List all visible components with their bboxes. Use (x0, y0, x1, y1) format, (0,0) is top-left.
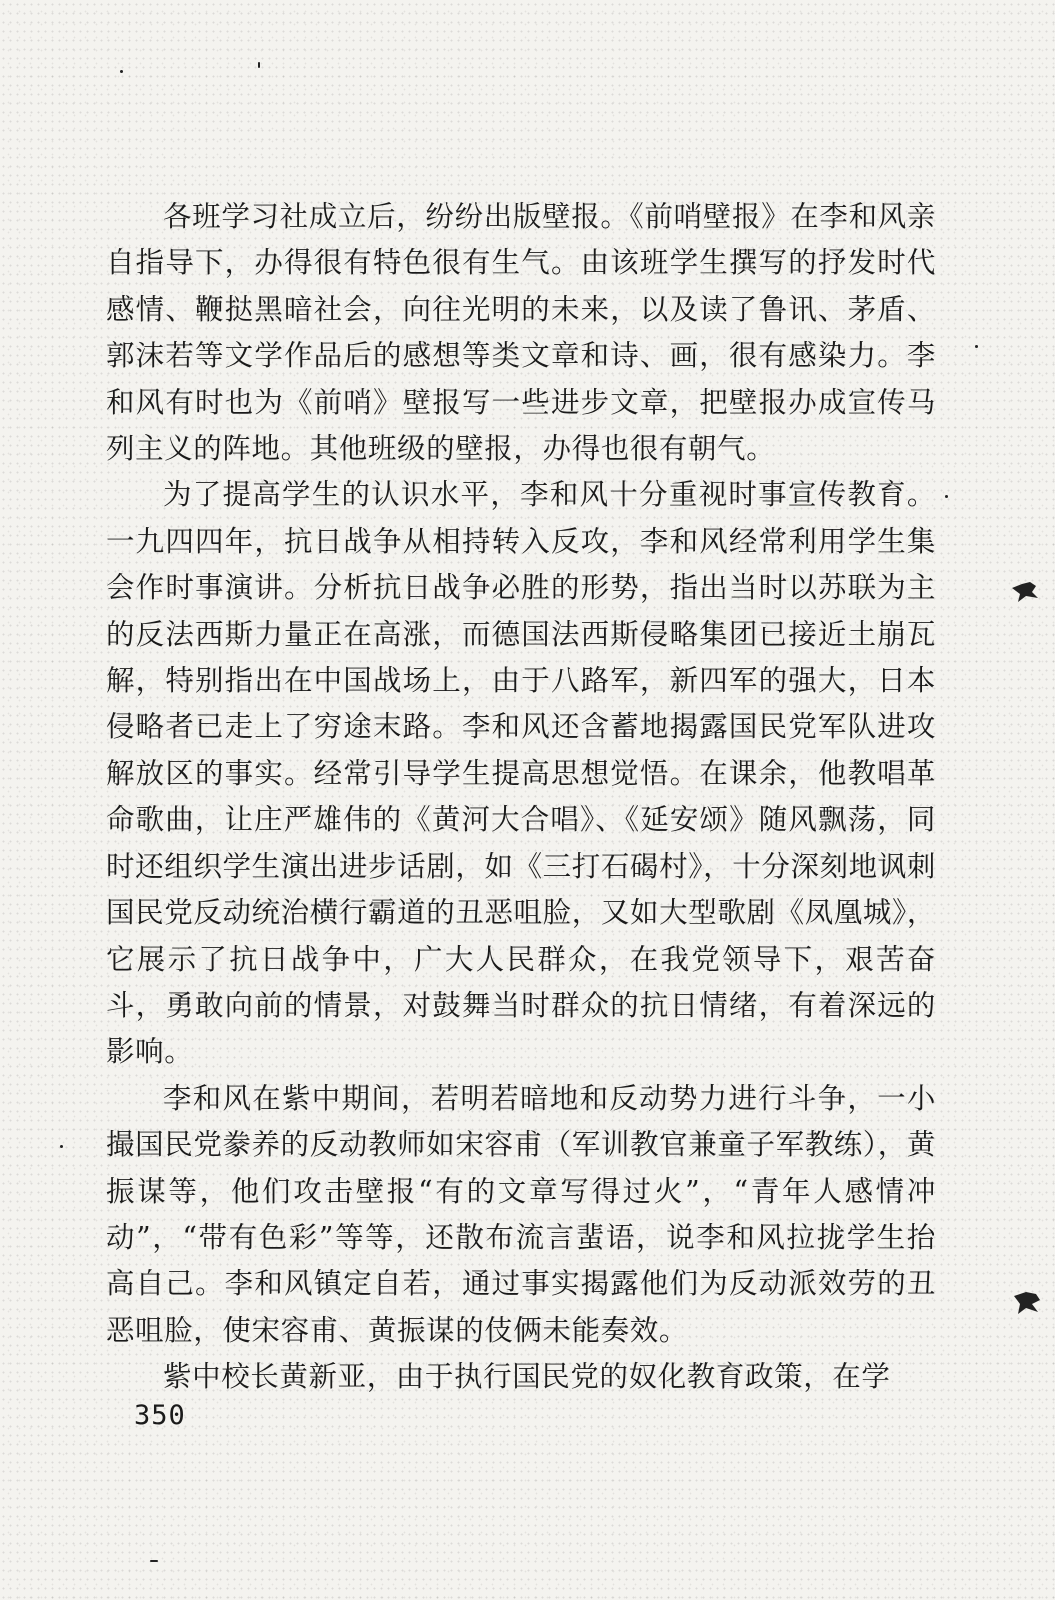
scan-speck (945, 495, 948, 498)
edge-smudge (1010, 580, 1040, 604)
paragraph-2: 为了提高学生的认识水平，李和风十分重视时事宣传教育。一九四四年，抗日战争从相持转入反攻，李和风经常利用学生集会作时事演讲。分析抗日战争必胜的形势，指出当时以苏联为主的反法西斯力量正在高涨，而德国法西斯侵略集团已接近土崩瓦解，特别指出在中国战场上，由于八路军，新四军的强大，日本侵略者已走上了穷途末路。李和风还含蓄地揭露国民党军队进攻解放区的事实。经常引导学生提高思想觉悟。在课余，他教唱革命歌曲，让庄严雄伟的《黄河大合唱》、《延安颂》随风飘荡，同时还组织学生演出进步话剧，如《三打石碣村》，十分深刻地讽刺国民党反动统治横行霸道的丑恶咀脸，又如大型歌剧《凤凰城》，它展示了抗日战争中，广大人民群众，在我党领导下，艰苦奋斗，勇敢向前的情景，对鼓舞当时群众的抗日情绪，有着深远的影响。 (106, 478, 936, 1069)
paragraph-4: 紫中校长黄新亚，由于执行国民党的奴化教育政策，在学 (163, 1360, 891, 1394)
scan-speck (975, 345, 978, 348)
scan-speck (150, 1560, 158, 1562)
scan-speck (120, 70, 123, 73)
scan-speck (60, 1145, 63, 1148)
paragraph-1: 各班学习社成立后，纷纷出版壁报。《前哨壁报》在李和风亲自指导下，办得很有特色很有生气。由该班学生撰写的抒发时代感情、鞭挞黑暗社会，向往光明的未来，以及读了鲁讯、茅盾、郭沫若等文学作品后的感想等类文章和诗、画，很有感染力。李和风有时也为《前哨》壁报写一些进步文章，把壁报办成宣传马列主义的阵地。其他班级的壁报，办得也很有朝气。 (106, 200, 936, 466)
body-text (106, 194, 936, 1401)
paragraph-3: 李和风在紫中期间，若明若暗地和反动势力进行斗争，一小撮国民党豢养的反动教师如宋容甫（军训教官兼童子军教练），黄振谋等，他们攻击壁报“有的文章写得过火”，“青年人感情冲动”，“带有色彩”等等，还散布流言蜚语，说李和风拉拢学生抬高自己。李和风镇定自若，通过事实揭露他们为反动派效劳的丑恶咀脸，使宋容甫、黄振谋的伎俩未能奏效。 (106, 1081, 936, 1347)
edge-smudge (1012, 1290, 1042, 1316)
scan-speck (258, 62, 260, 68)
page-number: 350 (134, 1400, 186, 1431)
